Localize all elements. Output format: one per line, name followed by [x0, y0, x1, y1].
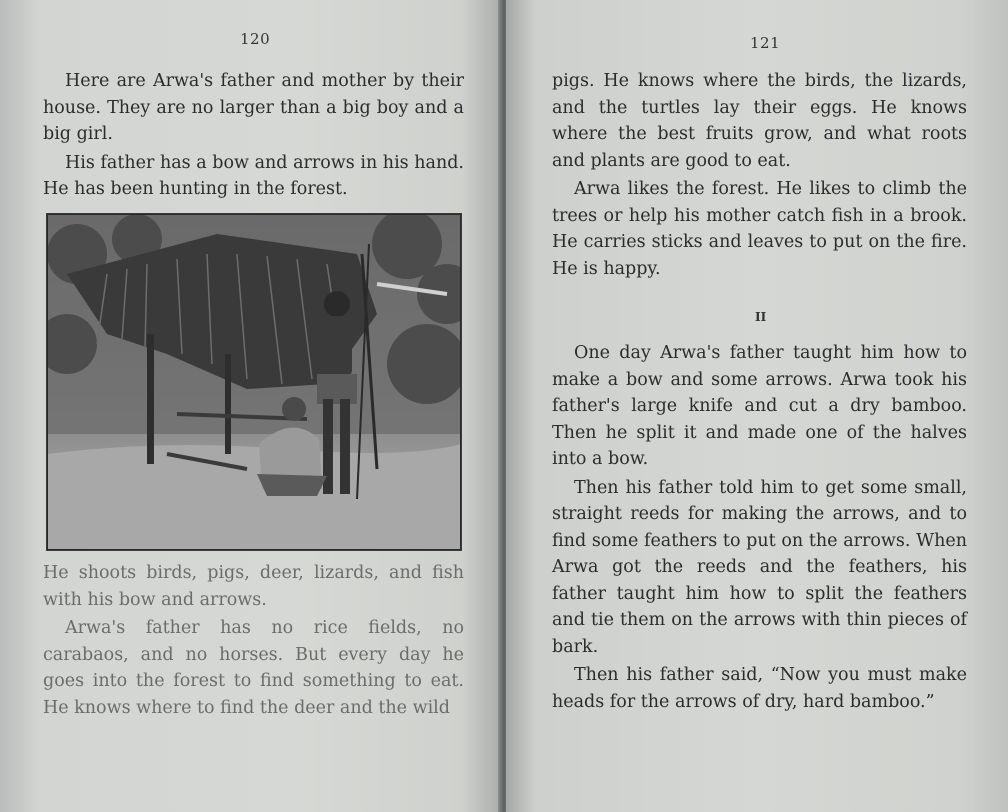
page-number-left: 120	[240, 30, 271, 48]
paragraph: He shoots birds, pigs, deer, lizards, and fish with his bow and arrows.	[43, 563, 464, 610]
left-page	[0, 0, 502, 812]
photo-illustration	[47, 214, 461, 550]
page-number-right: 121	[750, 34, 781, 52]
right-text-top	[552, 68, 967, 284]
paragraph: Here are Arwa's father and mother by their house. They are no larger than a big boy and a big girl.	[43, 71, 464, 144]
paragraph: Then his father said, “Now you must make heads for the arrows of dry, hard bamboo.”	[552, 665, 967, 712]
paragraph: His father has a bow and arrows in his hand. He has been hunting in the forest.	[43, 152, 464, 199]
paragraph: pigs. He knows where the birds, the lizards, and the turtles lay their eggs. He knows where the best fruits grow, and what roots and plants are good to eat.	[552, 71, 967, 171]
right-text-bottom	[552, 340, 967, 717]
left-text-bottom	[43, 560, 464, 723]
paragraph: Arwa likes the forest. He likes to climb the trees or help his mother catch fish in a brook. He carries sticks and leaves to put on the fire. He is happy.	[552, 179, 967, 279]
left-text-top	[43, 68, 464, 205]
paragraph: Then his father told him to get some small, straight reeds for making the arrows, and to find some feathers to put on the arrows. When Arwa got the reeds and the feathers, his father taught him how to split the feathers and tie them on the arrows with thin pieces of bark.	[552, 477, 967, 657]
paragraph: One day Arwa's father taught him how to make a bow and some arrows. Arwa took his father's large knife and cut a dry bamboo. Then he split it and made one of the halves into a bow.	[552, 343, 967, 469]
photograph-hut-and-family	[46, 213, 462, 551]
right-page	[506, 0, 1008, 812]
section-number: II	[755, 310, 767, 324]
paragraph: Arwa's father has no rice fields, no carabaos, and no horses. But every day he goes into the forest to find something to eat. He knows where to find the deer and the wild	[43, 618, 464, 718]
